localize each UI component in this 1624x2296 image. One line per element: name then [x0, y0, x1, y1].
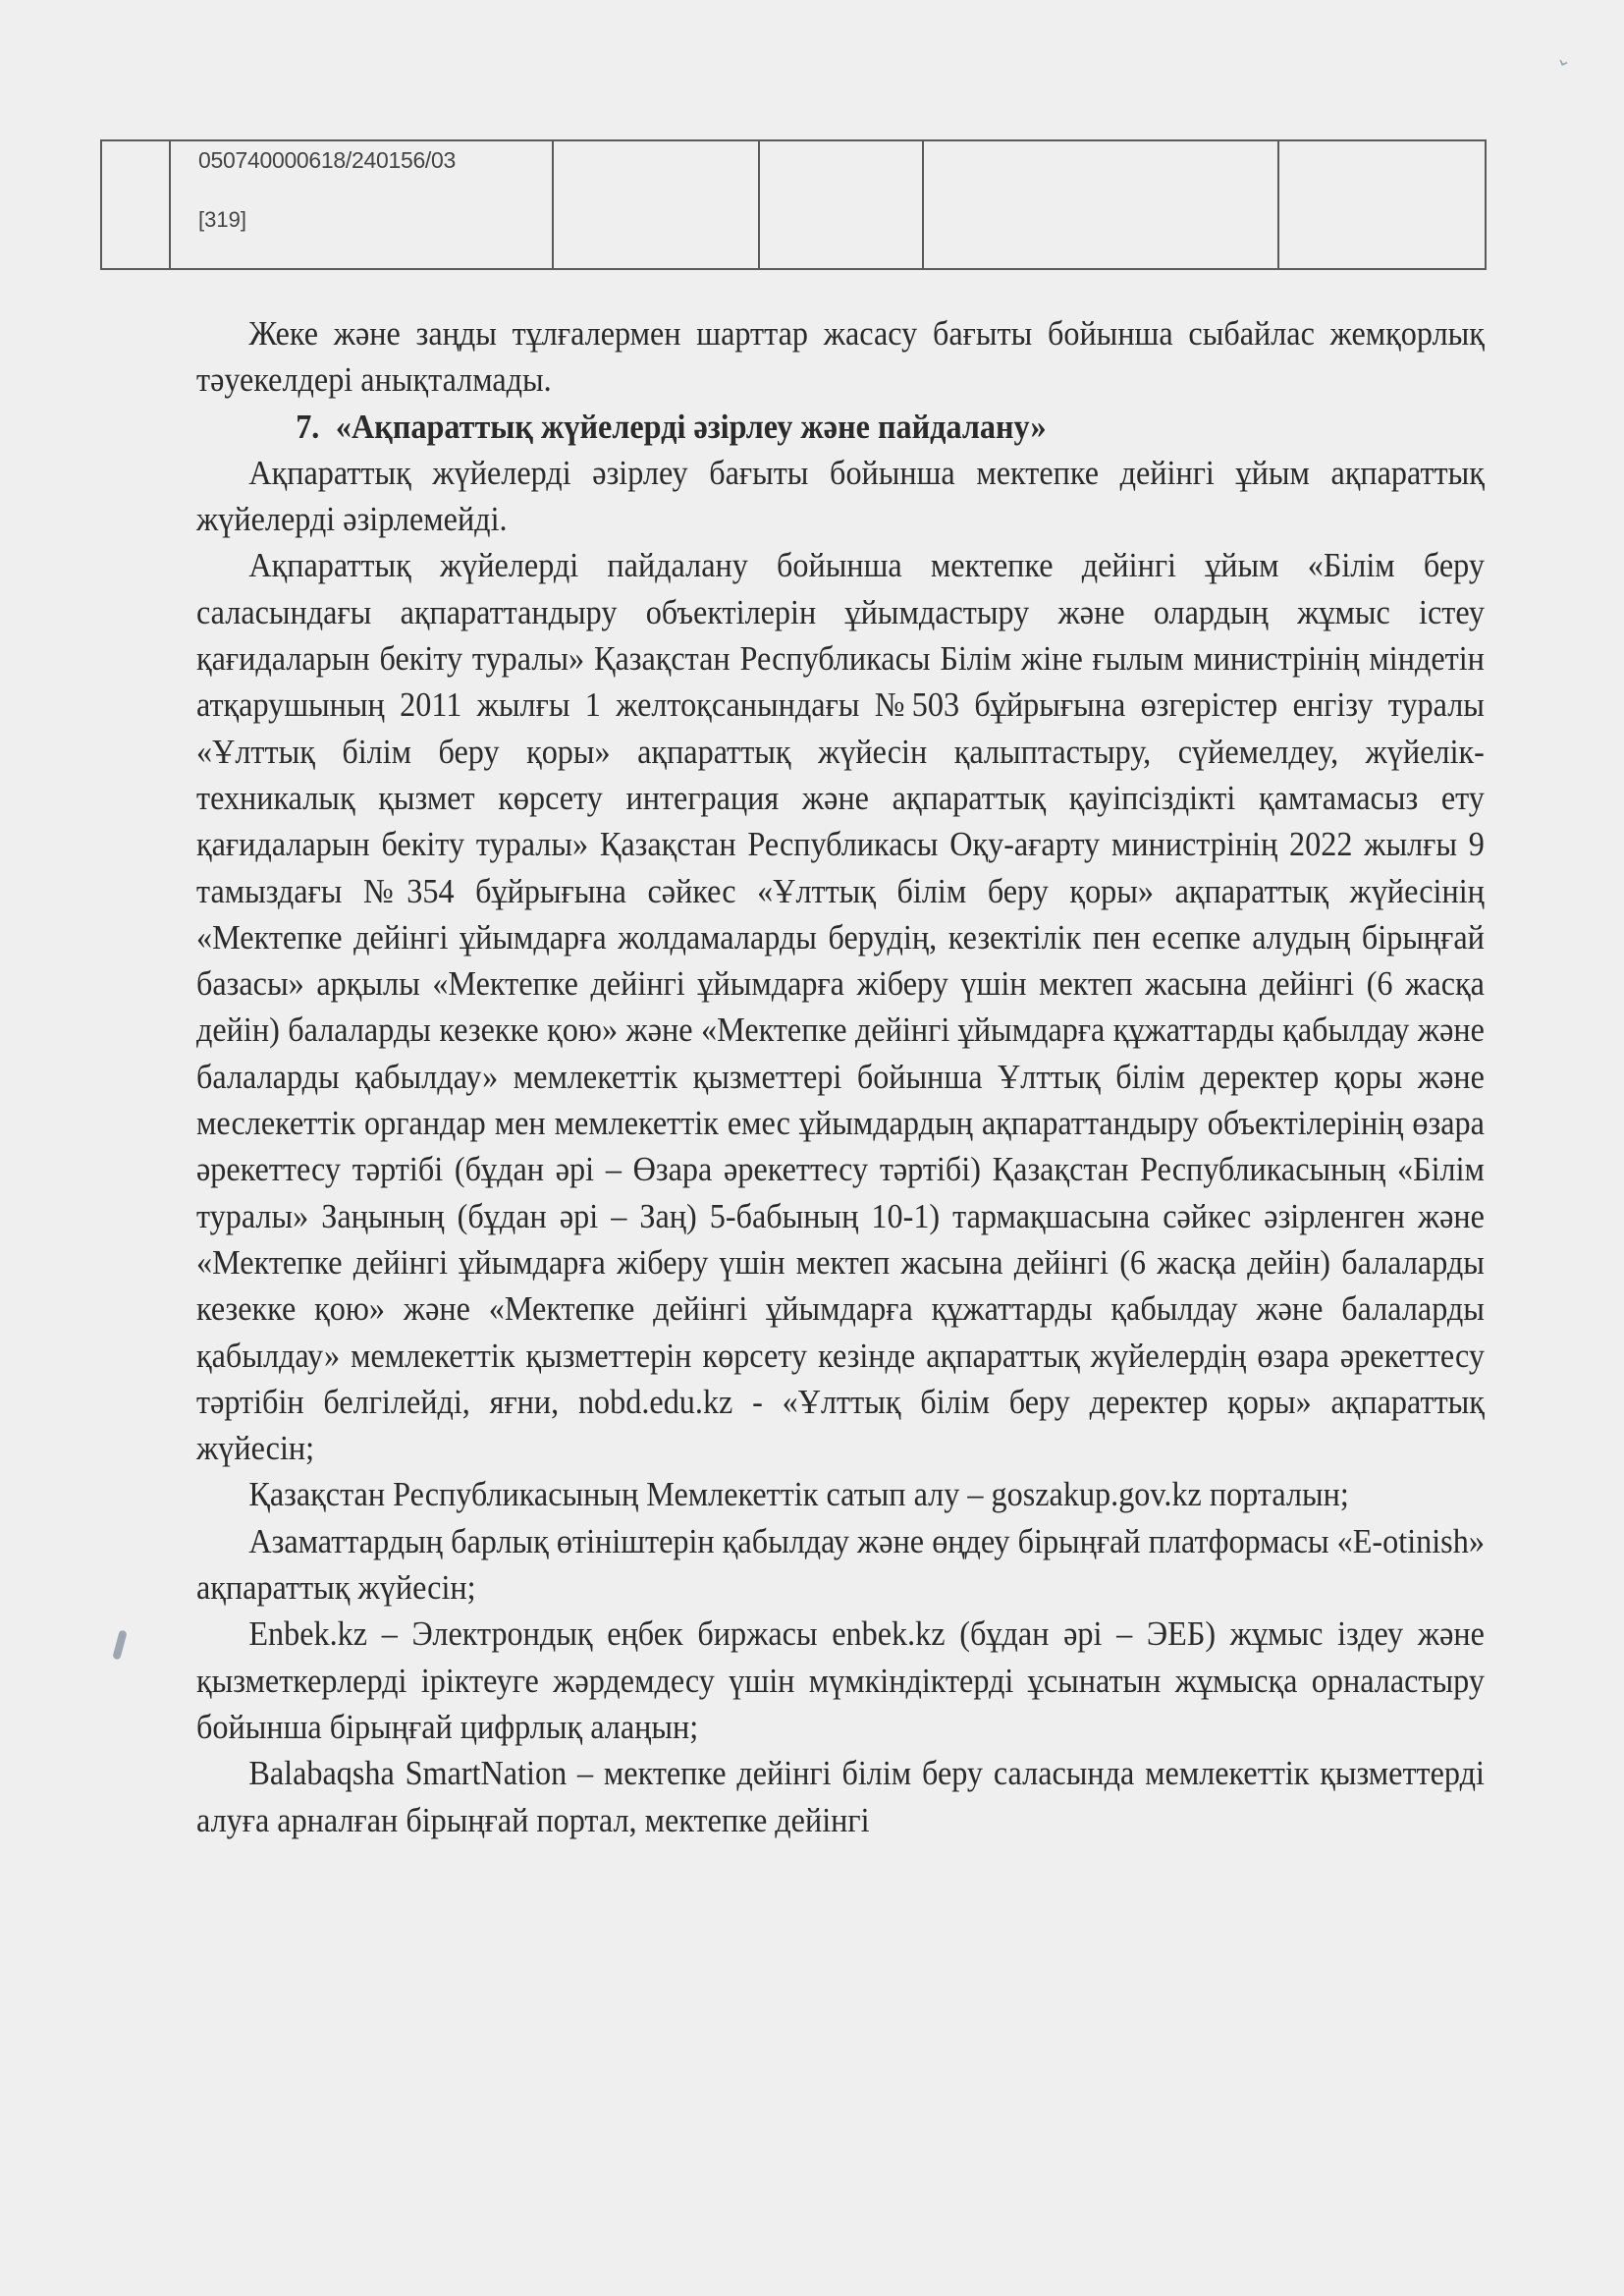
intro-paragraph: Жеке және заңды тұлғалермен шарттар жасасу бағыты бойынша сыбайлас жемқорлық тәуекелдері анықталмады. — [196, 314, 1485, 400]
scan-artifact: ⌄ — [1552, 46, 1577, 74]
table-cell-empty — [101, 140, 170, 269]
reference-table — [100, 139, 1487, 270]
paragraph: Balabaqsha SmartNation – мектепке дейінгі білім беру саласында мемлекеттік қызметтерді алуға арналған бірыңғай портал, мектепке дейінгі — [196, 1754, 1485, 1839]
section-heading — [196, 404, 1485, 450]
paragraph: Қазақстан Республикасының Мемлекеттік сатып алу – goszakup.gov.kz порталын; — [248, 1475, 1349, 1514]
section-title: «Ақпараттық жүйелерді әзірлеу және пайдалану» — [335, 407, 1047, 446]
scan-artifact — [112, 1629, 127, 1660]
table-cell-empty — [553, 140, 759, 269]
table-row — [101, 140, 1486, 269]
table-cell-empty — [759, 140, 923, 269]
document-ref: [319] — [198, 207, 246, 232]
paragraph: Enbek.kz – Электрондық еңбек биржасы enbek.kz (бұдан әрі – ЭЕБ) жұмыс іздеу және қызметкерлерді іріктеуге жәрдемдесу үшін мүмкіндіктерді ұсынатын жұмысқа орналастыру бойынша бірыңғай цифрлық алаңын; — [196, 1614, 1485, 1746]
document-body — [196, 310, 1485, 1843]
document-id: 050740000618/240156/03 — [198, 147, 457, 173]
section-number: 7. — [296, 407, 320, 446]
paragraph: Ақпараттық жүйелерді пайдалану бойынша мектепке дейінгі ұйым «Білім беру саласындағы ақпараттандыру объектілерін ұйымдастыру және олардың жұмыс істеу қағидаларын бекіту туралы» Қазақстан Республикасы Білім жіне ғылым министрінің міндетін атқарушының 2011 жылғы 1 желтоқсанындағы №503 бұйрығына өзгерістер енгізу туралы «Ұлттық білім беру қоры» ақпараттық жүйесін қалыптастыру, сүйемелдеу, жүйелік-техникалық қызмет көрсету интеграция және ақпараттық қауіпсіздікті қамтамасыз ету қағидаларын бекіту туралы» Қазақстан Республикасы Оқу-ағарту министрінің 2022 жылғы 9 тамыздағы №354 бұйрығына сәйкес «Ұлттық білім беру қоры» ақпараттық жүйесінің «Мектепке дейінгі ұйымдарға жолдамаларды берудің, кезектілік пен есепке алудың бірыңғай базасы» арқылы «Мектепке дейінгі ұйымдарға жіберу үшін мектеп жасына дейінгі (6 жасқа дейін) балаларды кезекке қою» және «Мектепке дейінгі ұйымдарға құжаттарды қабылдау және балаларды қабылдау» мемлекеттік қызметтері бойынша Ұлттық білім деректер қоры және меслекеттік органдар мен мемлекеттік емес ұйымдардың ақпараттандыру объектілерінің өзара әрекеттесу тәртібі (бұдан әрі – Өзара әрекеттесу тәртібі) Қазақстан Республикасының «Білім туралы» Заңының (бұдан әрі – Заң) 5-бабының 10-1) тармақшасына сәйкес әзірленген және «Мектепке дейінгі ұйымдарға жіберу үшін мектеп жасына дейінгі (6 жасқа дейін) балаларды кезекке қою» және «Мектепке дейінгі ұйымдарға құжаттарды қабылдау және балаларды қабылдау» мемлекеттік қызметтерін көрсету кезінде ақпараттық жүйелердің өзара әрекеттесу тәртібін белгілейді, яғни, nobd.edu.kz - «Ұлттық білім беру деректер қоры» ақпараттық жүйесін; — [196, 546, 1485, 1468]
paragraph: Азаматтардың барлық өтініштерін қабылдау және өңдеу бірыңғай платформасы «E-otinish» ақпараттық жүйесін; — [196, 1521, 1485, 1608]
table-cell-empty — [923, 140, 1278, 269]
paragraph: Ақпараттық жүйелерді әзірлеу бағыты бойынша мектепке дейінгі ұйым ақпараттық жүйелерді әзірлемейді. — [196, 453, 1485, 539]
table-cell-empty — [1278, 140, 1486, 269]
table-cell-id — [170, 140, 553, 269]
